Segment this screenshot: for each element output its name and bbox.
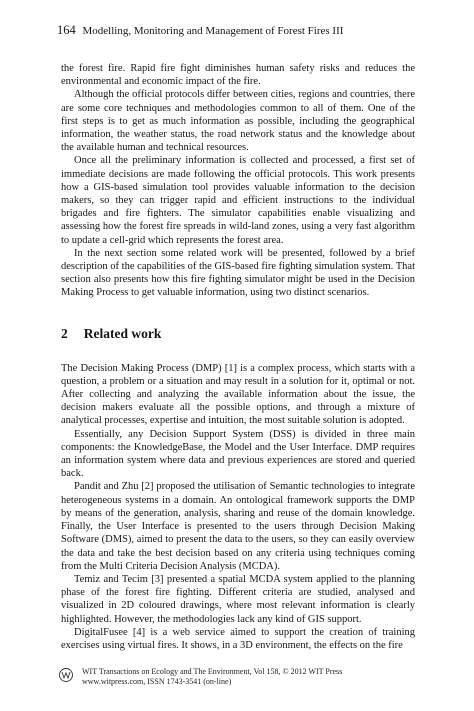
paragraph: DigitalFusee [4] is a web service aimed to support the creation of training exercises using virtual fires. It shows, in a 3D environment, the effects on the fire <box>61 626 415 651</box>
paragraph: Essentially, any Decision Support System (DSS) is divided in three main components: the KnowledgeBase, the Model and the User Interface. DMP requires an information system where data and previous experiences are stored and queried back. <box>61 428 415 480</box>
paragraph: The Decision Making Process (DMP) [1] is a complex process, which starts with a question, a problem or a situation and may result in a solution for it, optimal or not. After collecting and analyzing the available information about the issue, the decision makers evaluate all the possible options, and through a mixture of analytical processes, expertise and intuition, the most suitable solution is adopted. <box>61 362 415 427</box>
section-heading <box>61 326 415 342</box>
running-header <box>57 24 343 38</box>
footer-line-1: WIT Transactions on Ecology and The Environment, Vol 158, © 2012 WIT Press <box>82 667 343 676</box>
wit-press-logo-icon <box>58 667 74 683</box>
paragraph: the forest fire. Rapid fire fight diminishes human safety risks and reduces the environmental and economic impact of the fire. <box>61 63 415 88</box>
paragraph: Although the official protocols differ between cities, regions and countries, there are some core techniques and methodologies common to all of them. One of the first steps is to get as much information as possible, including the geographical information, the weather status, the road network status and the knowledge about the available human and technical resources. <box>61 89 415 154</box>
body-text <box>61 62 415 652</box>
paragraph: In the next section some related work will be presented, followed by a brief description of the capabilities of the GIS-based fire fighting simulation system. That section also presents how this fire fighting simulator might be used in the Decision Making Process to get valuable information, using two distinct scenarios. <box>61 247 415 299</box>
paragraph: Pandit and Zhu [2] proposed the utilisation of Semantic technologies to integrate heterogeneous systems in a domain. An ontological framework supports the DMP by means of the generation, analysis, sharing and reuse of the domain knowledge. Finally, the User Interface is presented to the users through Decision Making Software (DMS), aimed to present the data to the users, so they can easily overview the data and take the best decision based on any criteria using techniques coming from the Multi Criteria Decision Analysis (MCDA). <box>61 481 415 572</box>
paragraph: Temiz and Tecim [3] presented a spatial MCDA system applied to the planning phase of the forest fire fighting. Different criteria are studied, analysed and visualized in 2D coloured drawings, where most relevant information is clearly highlighted. However, the methodologies lack any kind of GIS support. <box>61 573 415 625</box>
section-number: 2 <box>61 325 68 341</box>
running-title: Modelling, Monitoring and Management of Forest Fires III <box>82 25 344 37</box>
section-title: Related work <box>83 325 162 341</box>
footer-text <box>82 667 342 687</box>
paragraph: Once all the preliminary information is collected and processed, a first set of immediate decisions are made following the official protocols. This work presents how a GIS-based simulation tool provides valuable information to the decision makers, so they can trigger rapid and efficient instructions to the individual brigades and fire fighters. The simulator capabilities enable visualizing and assessing how the forest fire spreads in wild-land zones, using a very fast algorithm to update a cell-grid which represents the forest area. <box>61 155 415 246</box>
page-number: 164 <box>57 23 76 37</box>
footer-line-2: www.witpress.com, ISSN 1743-3541 (on-line) <box>82 677 232 686</box>
